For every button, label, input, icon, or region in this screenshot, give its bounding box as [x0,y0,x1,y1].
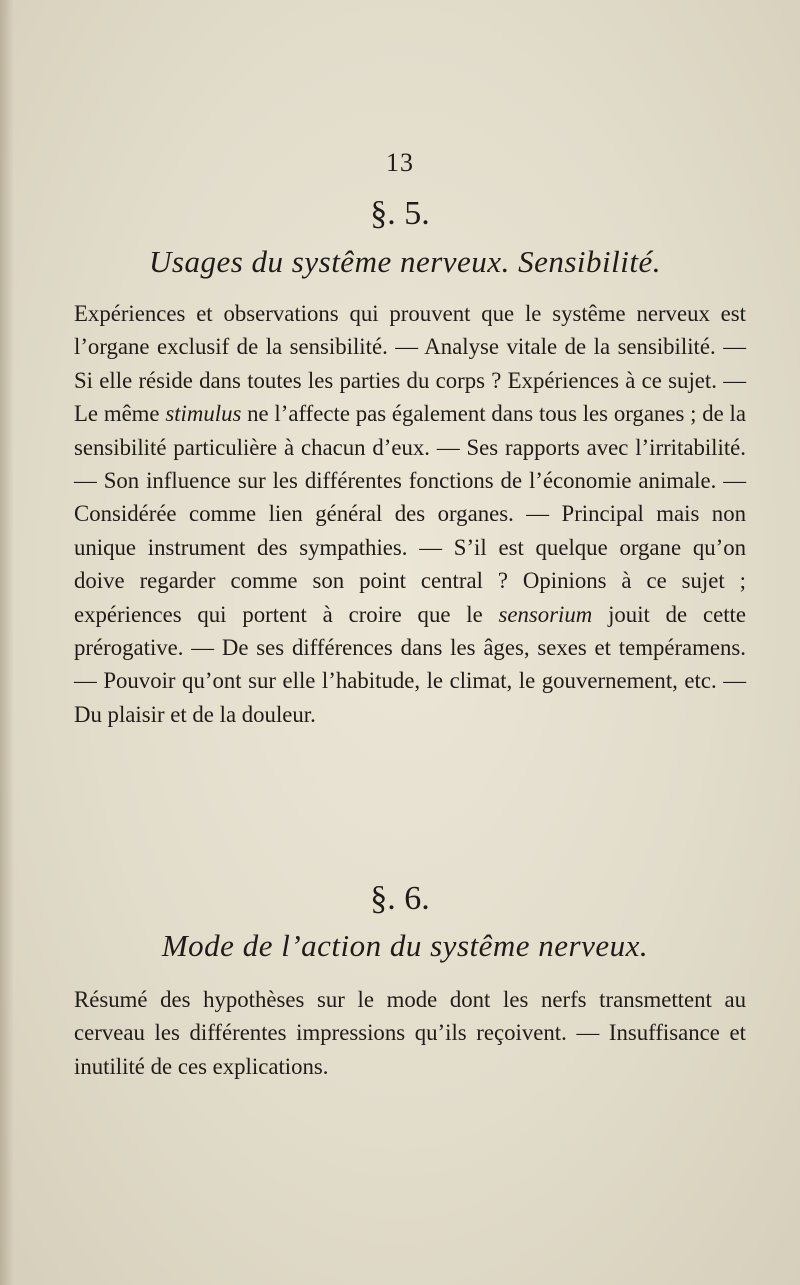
section-5-title: Usages du systême nerveux. Sensibilité. [149,244,661,279]
section-5-summary-text-3: jouit de cette prérogative. — De ses différences dans les âges, sexes et tempéramens. — Pouvoir qu’ont sur elle l’habitude, le climat, le gouvernement, etc. — Du plaisir et de la douleur. [74,601,747,727]
section-5-summary [74,297,746,731]
term-sensorium: sensorium [498,601,593,627]
section-6-title: Mode de l’action du systême nerveux. [161,928,649,963]
section-5-summary-text-2: ne l’affecte pas également dans tous les organes ; de la sensibilité particulière à chacun d’eux. — Ses rapports avec l’irritabilité. — Son influence sur les différentes fonctions de l’économie animale. — Considérée comme lien général des organes. — Principal mais non unique instrument des sympathies. — S’il est quelque organe qu’on doive regarder comme son point central ? Opinions à ce sujet ; expériences qui portent à croire que le [74,401,746,627]
section-5-summary-text-1: Expériences et observations qui prouvent que le systême nerveux est l’organe exclusif de la sensibilité. — Analyse vitale de la sensibilité. — Si elle réside dans toutes les parties du corps ? Expériences à ce sujet. — Le même [74,301,746,427]
section-6-summary [74,983,746,1083]
page-number: 13 [386,148,414,177]
term-stimulus: stimulus [165,401,242,427]
section-5-mark: §. 5. [370,195,430,232]
section-6-summary-text: Résumé des hypothèses sur le mode dont les nerfs transmettent au cerveau les différentes impressions qu’ils reçoivent. — Insuffisance et inutilité de ces explications. [74,987,746,1079]
section-6-mark: §. 6. [370,880,430,917]
